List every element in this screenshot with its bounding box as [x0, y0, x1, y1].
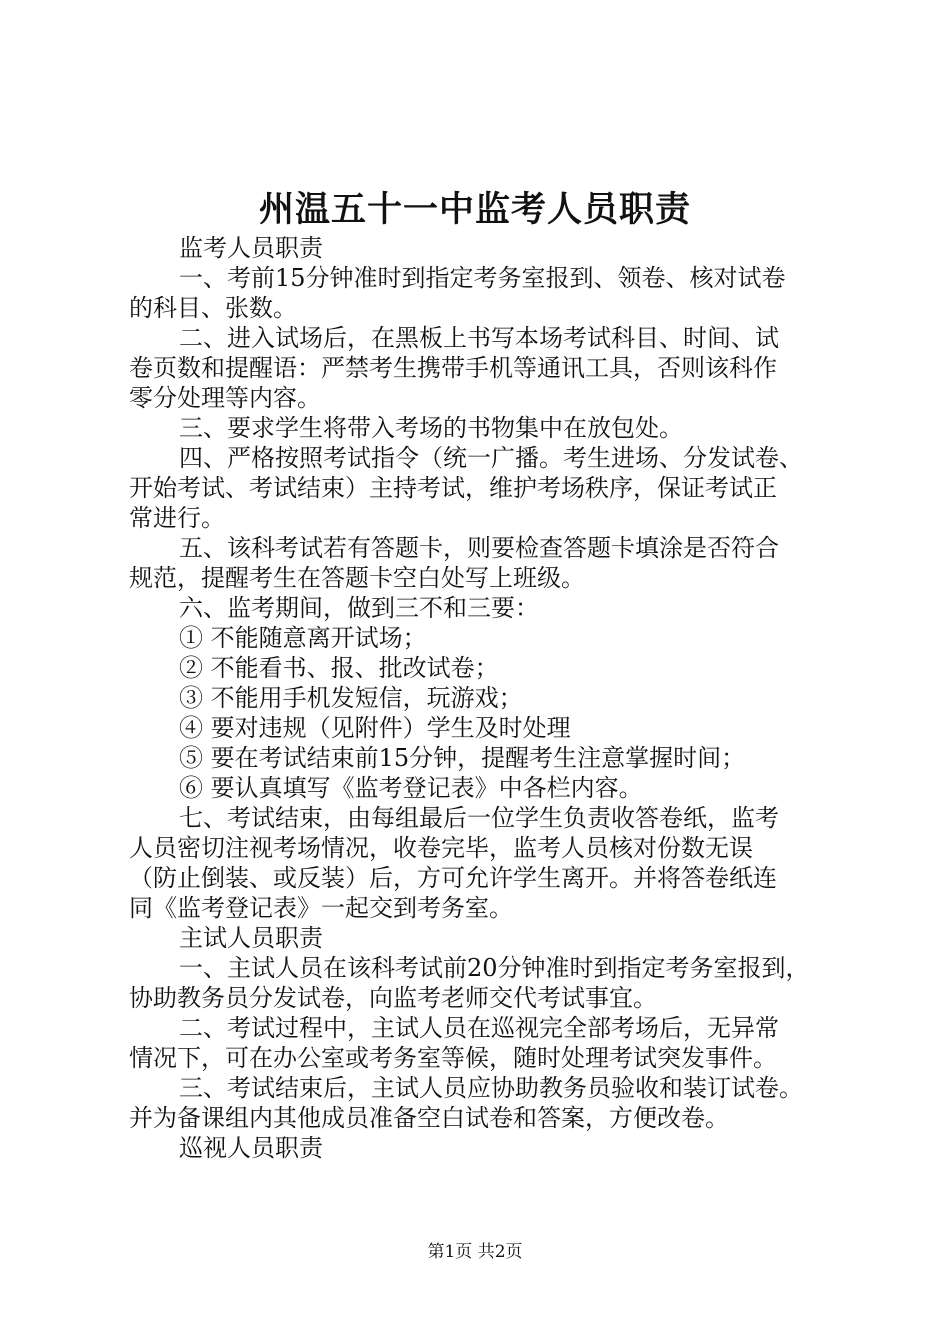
text-line: ⑤ 要在考试结束前15分钟，提醒考生注意掌握时间；	[179, 744, 746, 772]
text-line: ③ 不能用手机发短信，玩游戏；	[179, 684, 523, 712]
text-line: 主试人员职责	[179, 924, 323, 952]
text-line: 监考人员职责	[179, 234, 323, 262]
text-line: ⑥ 要认真填写《监考登记表》中各栏内容。	[179, 774, 643, 802]
text-line: ④ 要对违规（见附件）学生及时处理	[179, 714, 571, 742]
text-line: 常进行。	[129, 504, 225, 532]
text-line: 七、考试结束，由每组最后一位学生负责收答卷纸，监考	[179, 804, 779, 832]
page-footer: 第1页 共2页	[427, 1242, 523, 1262]
document-title: 州温五十一中监考人员职责	[258, 189, 691, 230]
text-line: 巡视人员职责	[179, 1134, 323, 1162]
text-line: 二、考试过程中，主试人员在巡视完全部考场后，无异常	[179, 1014, 779, 1042]
text-line: 卷页数和提醒语：严禁考生携带手机等通讯工具，否则该科作	[129, 354, 777, 382]
text-line: ① 不能随意离开试场；	[179, 624, 427, 652]
text-line: 一、考前15分钟准时到指定考务室报到、领卷、核对试卷	[179, 264, 786, 292]
text-line: 五、该科考试若有答题卡，则要检查答题卡填涂是否符合	[179, 534, 779, 562]
text-line: 人员密切注视考场情况，收卷完毕，监考人员核对份数无误	[129, 834, 753, 862]
text-line: 的科目、张数。	[129, 294, 297, 322]
text-line: 六、监考期间，做到三不和三要：	[179, 594, 539, 622]
text-line: ② 不能看书、报、批改试卷；	[179, 654, 499, 682]
text-line: 三、考试结束后，主试人员应协助教务员验收和装订试卷。	[179, 1074, 803, 1102]
text-line: 并为备课组内其他成员准备空白试卷和答案，方便改卷。	[129, 1104, 729, 1132]
text-line: 开始考试、考试结束）主持考试，维护考场秩序，保证考试正	[129, 474, 777, 502]
text-line: 二、进入试场后，在黑板上书写本场考试科目、时间、试	[179, 324, 779, 352]
text-line: 协助教务员分发试卷，向监考老师交代考试事宜。	[129, 984, 657, 1012]
text-line: 四、严格按照考试指令（统一广播。考生进场、分发试卷、	[179, 444, 803, 472]
text-line: 规范，提醒考生在答题卡空白处写上班级。	[129, 564, 585, 592]
text-line: 三、要求学生将带入考场的书物集中在放包处。	[179, 414, 683, 442]
text-line: 零分处理等内容。	[129, 384, 321, 412]
text-line: 情况下，可在办公室或考务室等候，随时处理考试突发事件。	[129, 1044, 777, 1072]
text-line: 同《监考登记表》一起交到考务室。	[129, 894, 513, 922]
text-line: （防止倒装、或反装）后，方可允许学生离开。并将答卷纸连	[129, 864, 777, 892]
document-body	[129, 233, 835, 1163]
text-line: 一、主试人员在该科考试前20分钟准时到指定考务室报到，	[179, 954, 810, 982]
